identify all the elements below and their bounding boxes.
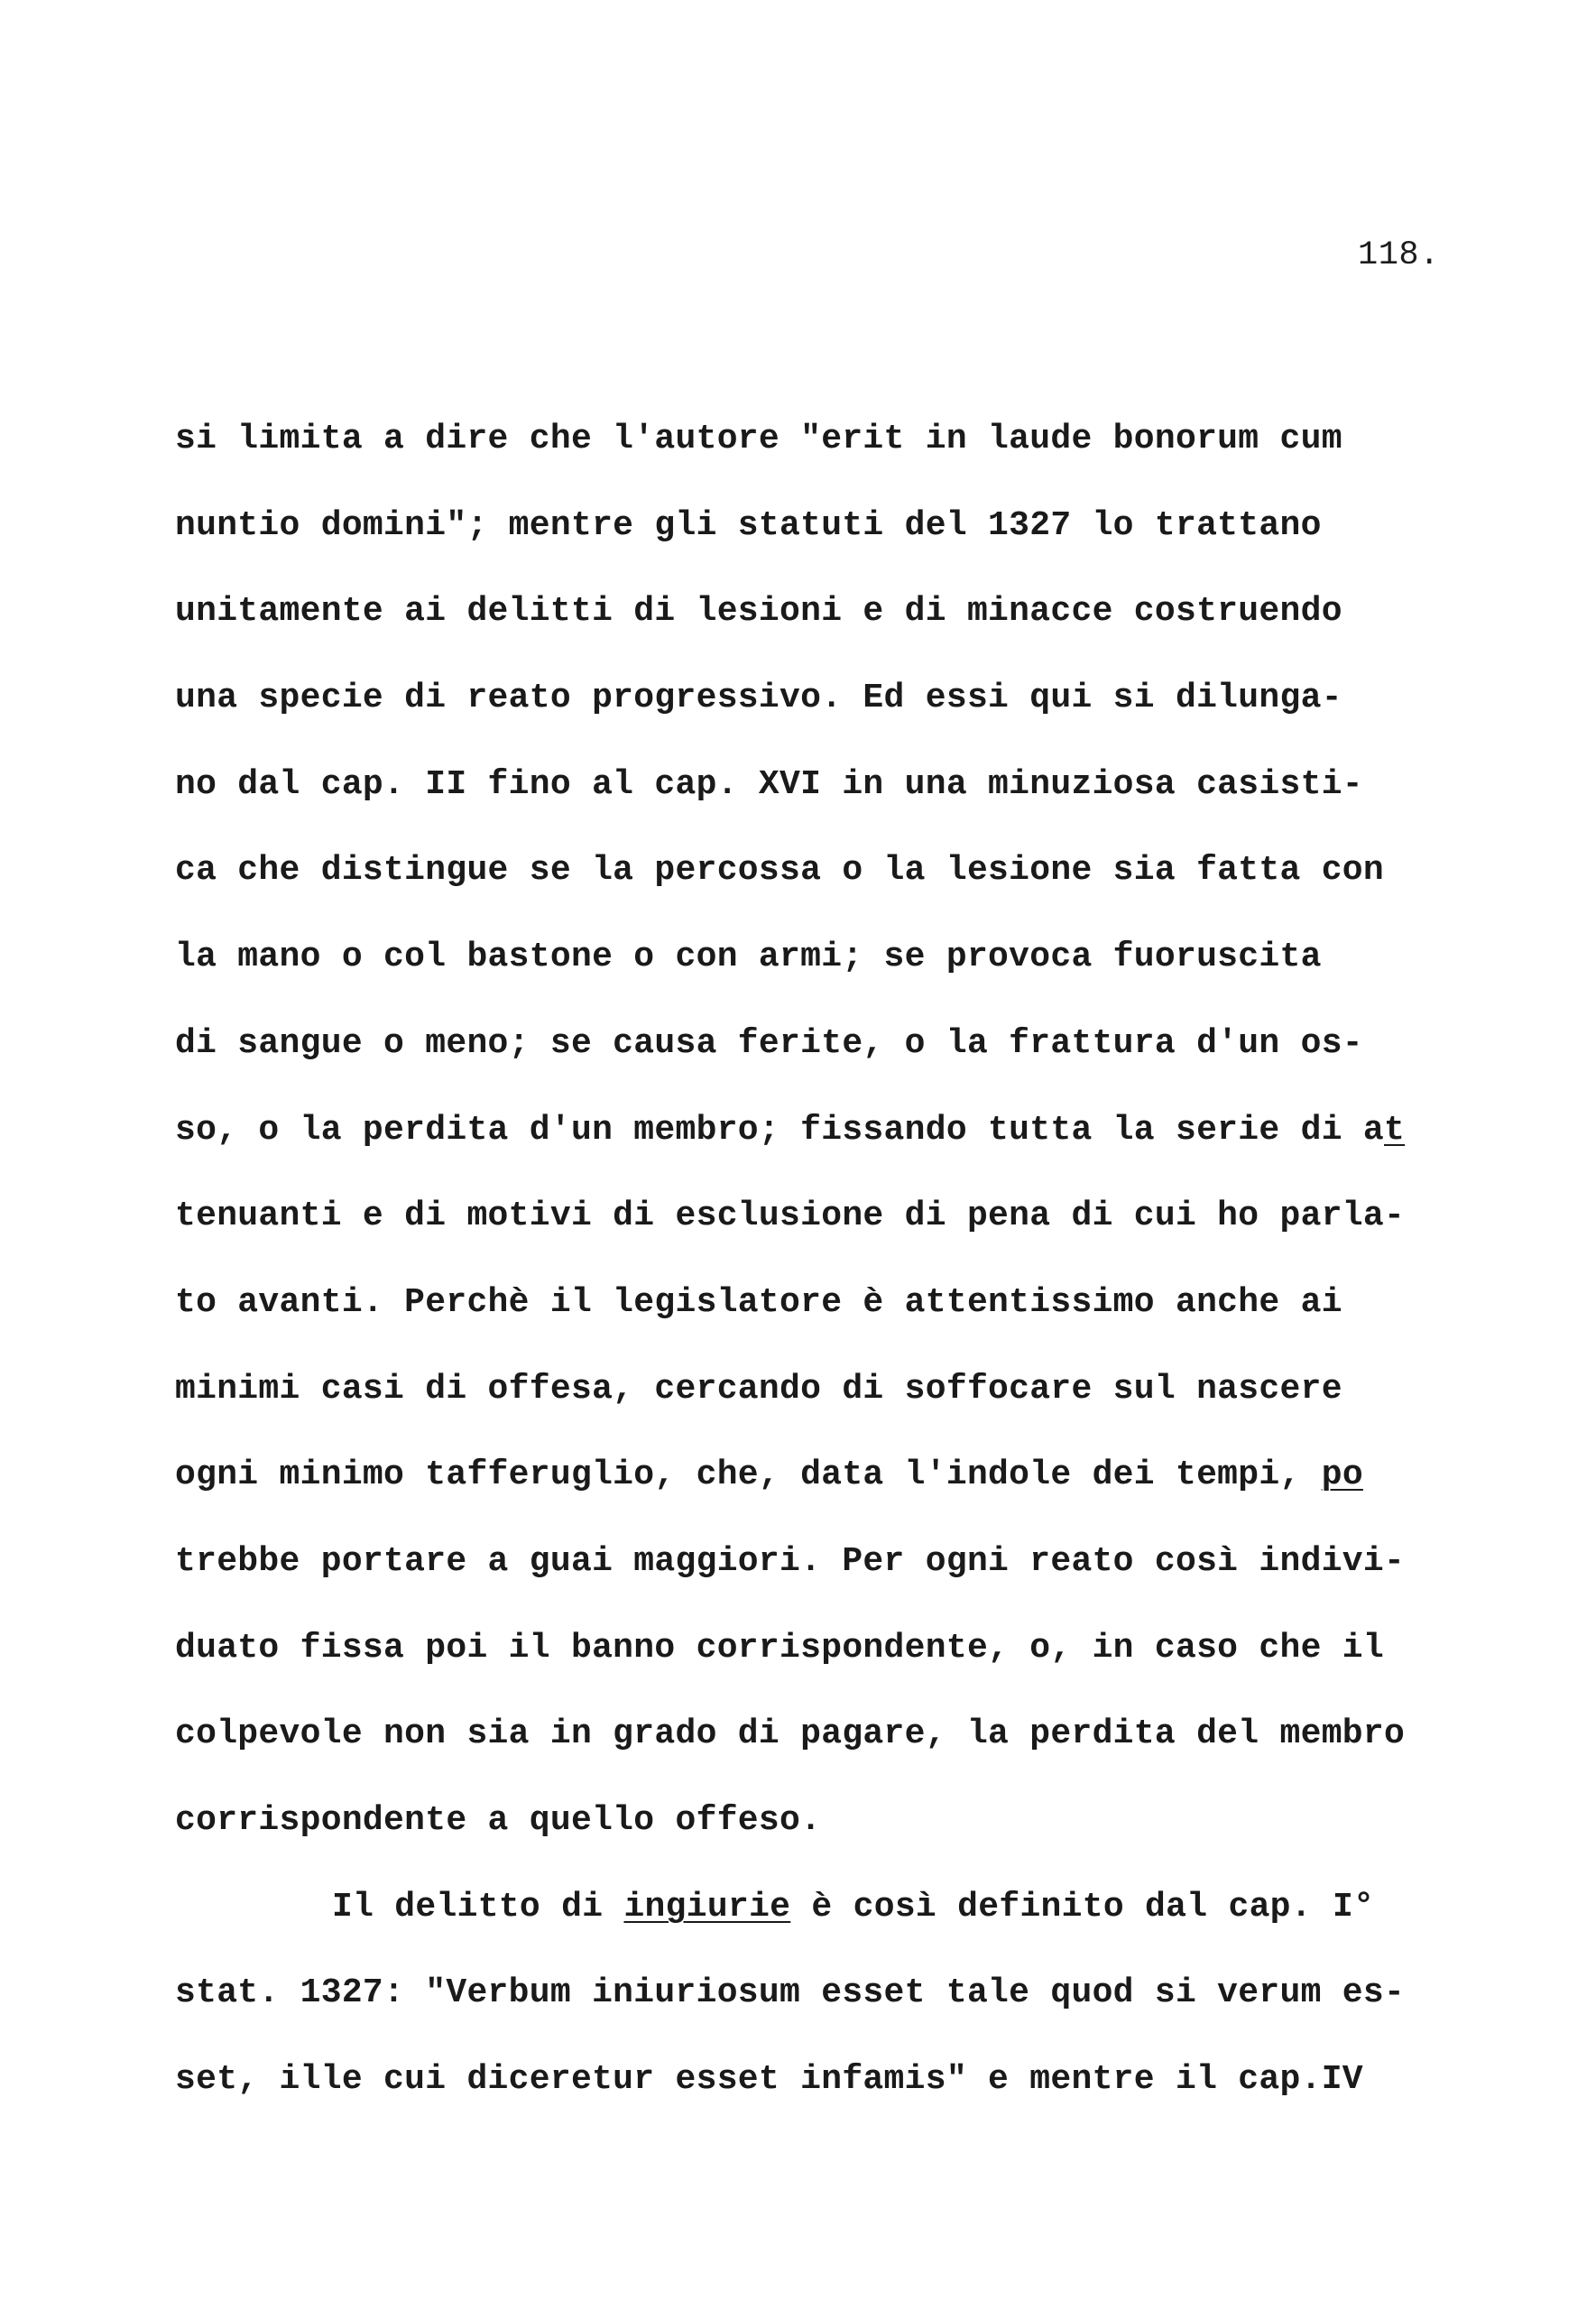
underlined-text: t bbox=[1384, 1110, 1406, 1150]
text-line: unitamente ai delitti di lesioni e di minacce costruendo bbox=[175, 592, 1342, 632]
underlined-text: po bbox=[1321, 1455, 1363, 1495]
text-line: una specie di reato progressivo. Ed essi qui si dilunga- bbox=[175, 679, 1342, 718]
text-line: minimi casi di offesa, cercando di soffocare sul nascere bbox=[175, 1369, 1342, 1409]
text-segment: Il delitto di bbox=[332, 1887, 624, 1927]
text-line: no dal cap. II fino al cap. XVI in una minuziosa casisti- bbox=[175, 764, 1363, 804]
text-segment: so, o la perdita d'un membro; fissando tutta la serie di a bbox=[175, 1110, 1385, 1150]
text-line: to avanti. Perchè il legislatore è attentissimo anche ai bbox=[175, 1282, 1342, 1322]
body-text bbox=[175, 408, 1492, 2135]
text-line: si limita a dire che l'autore "erit in laude bonorum cum bbox=[175, 420, 1342, 458]
text-line bbox=[175, 1099, 1492, 1186]
text-line: set, ille cui diceretur esset infamis" e mentre il cap.IV bbox=[175, 2060, 1363, 2100]
text-line: la mano o col bastone o con armi; se provoca fuoruscita bbox=[175, 938, 1322, 977]
text-segment: ogni minimo tafferuglio, che, data l'indole dei tempi, bbox=[175, 1455, 1322, 1495]
underlined-text: ingiurie bbox=[623, 1887, 791, 1927]
page-number: 118. bbox=[1358, 236, 1440, 274]
text-line: ca che distingue se la percossa o la lesione sia fatta con bbox=[175, 851, 1385, 891]
text-line: nuntio domini"; mentre gli statuti del 1327 lo trattano bbox=[175, 505, 1322, 545]
text-line: duato fissa poi il banno corrispondente, o, in caso che il bbox=[175, 1628, 1385, 1668]
text-line: colpevole non sia in grado di pagare, la perdita del membro bbox=[175, 1714, 1406, 1754]
text-line: stat. 1327: "Verbum iniuriosum esset tale quod si verum es- bbox=[175, 1973, 1406, 2013]
text-line bbox=[175, 1444, 1492, 1530]
text-line: tenuanti e di motivi di esclusione di pena di cui ho parla- bbox=[175, 1197, 1406, 1236]
text-line: trebbe portare a guai maggiori. Per ogni reato così indivi- bbox=[175, 1541, 1406, 1581]
text-line: corrispondente a quello offeso. bbox=[175, 1801, 822, 1840]
paragraph-start-line bbox=[175, 1876, 1492, 1963]
text-line: di sangue o meno; se causa ferite, o la frattura d'un os- bbox=[175, 1023, 1363, 1063]
text-segment: è così definito dal cap. I° bbox=[790, 1887, 1375, 1927]
